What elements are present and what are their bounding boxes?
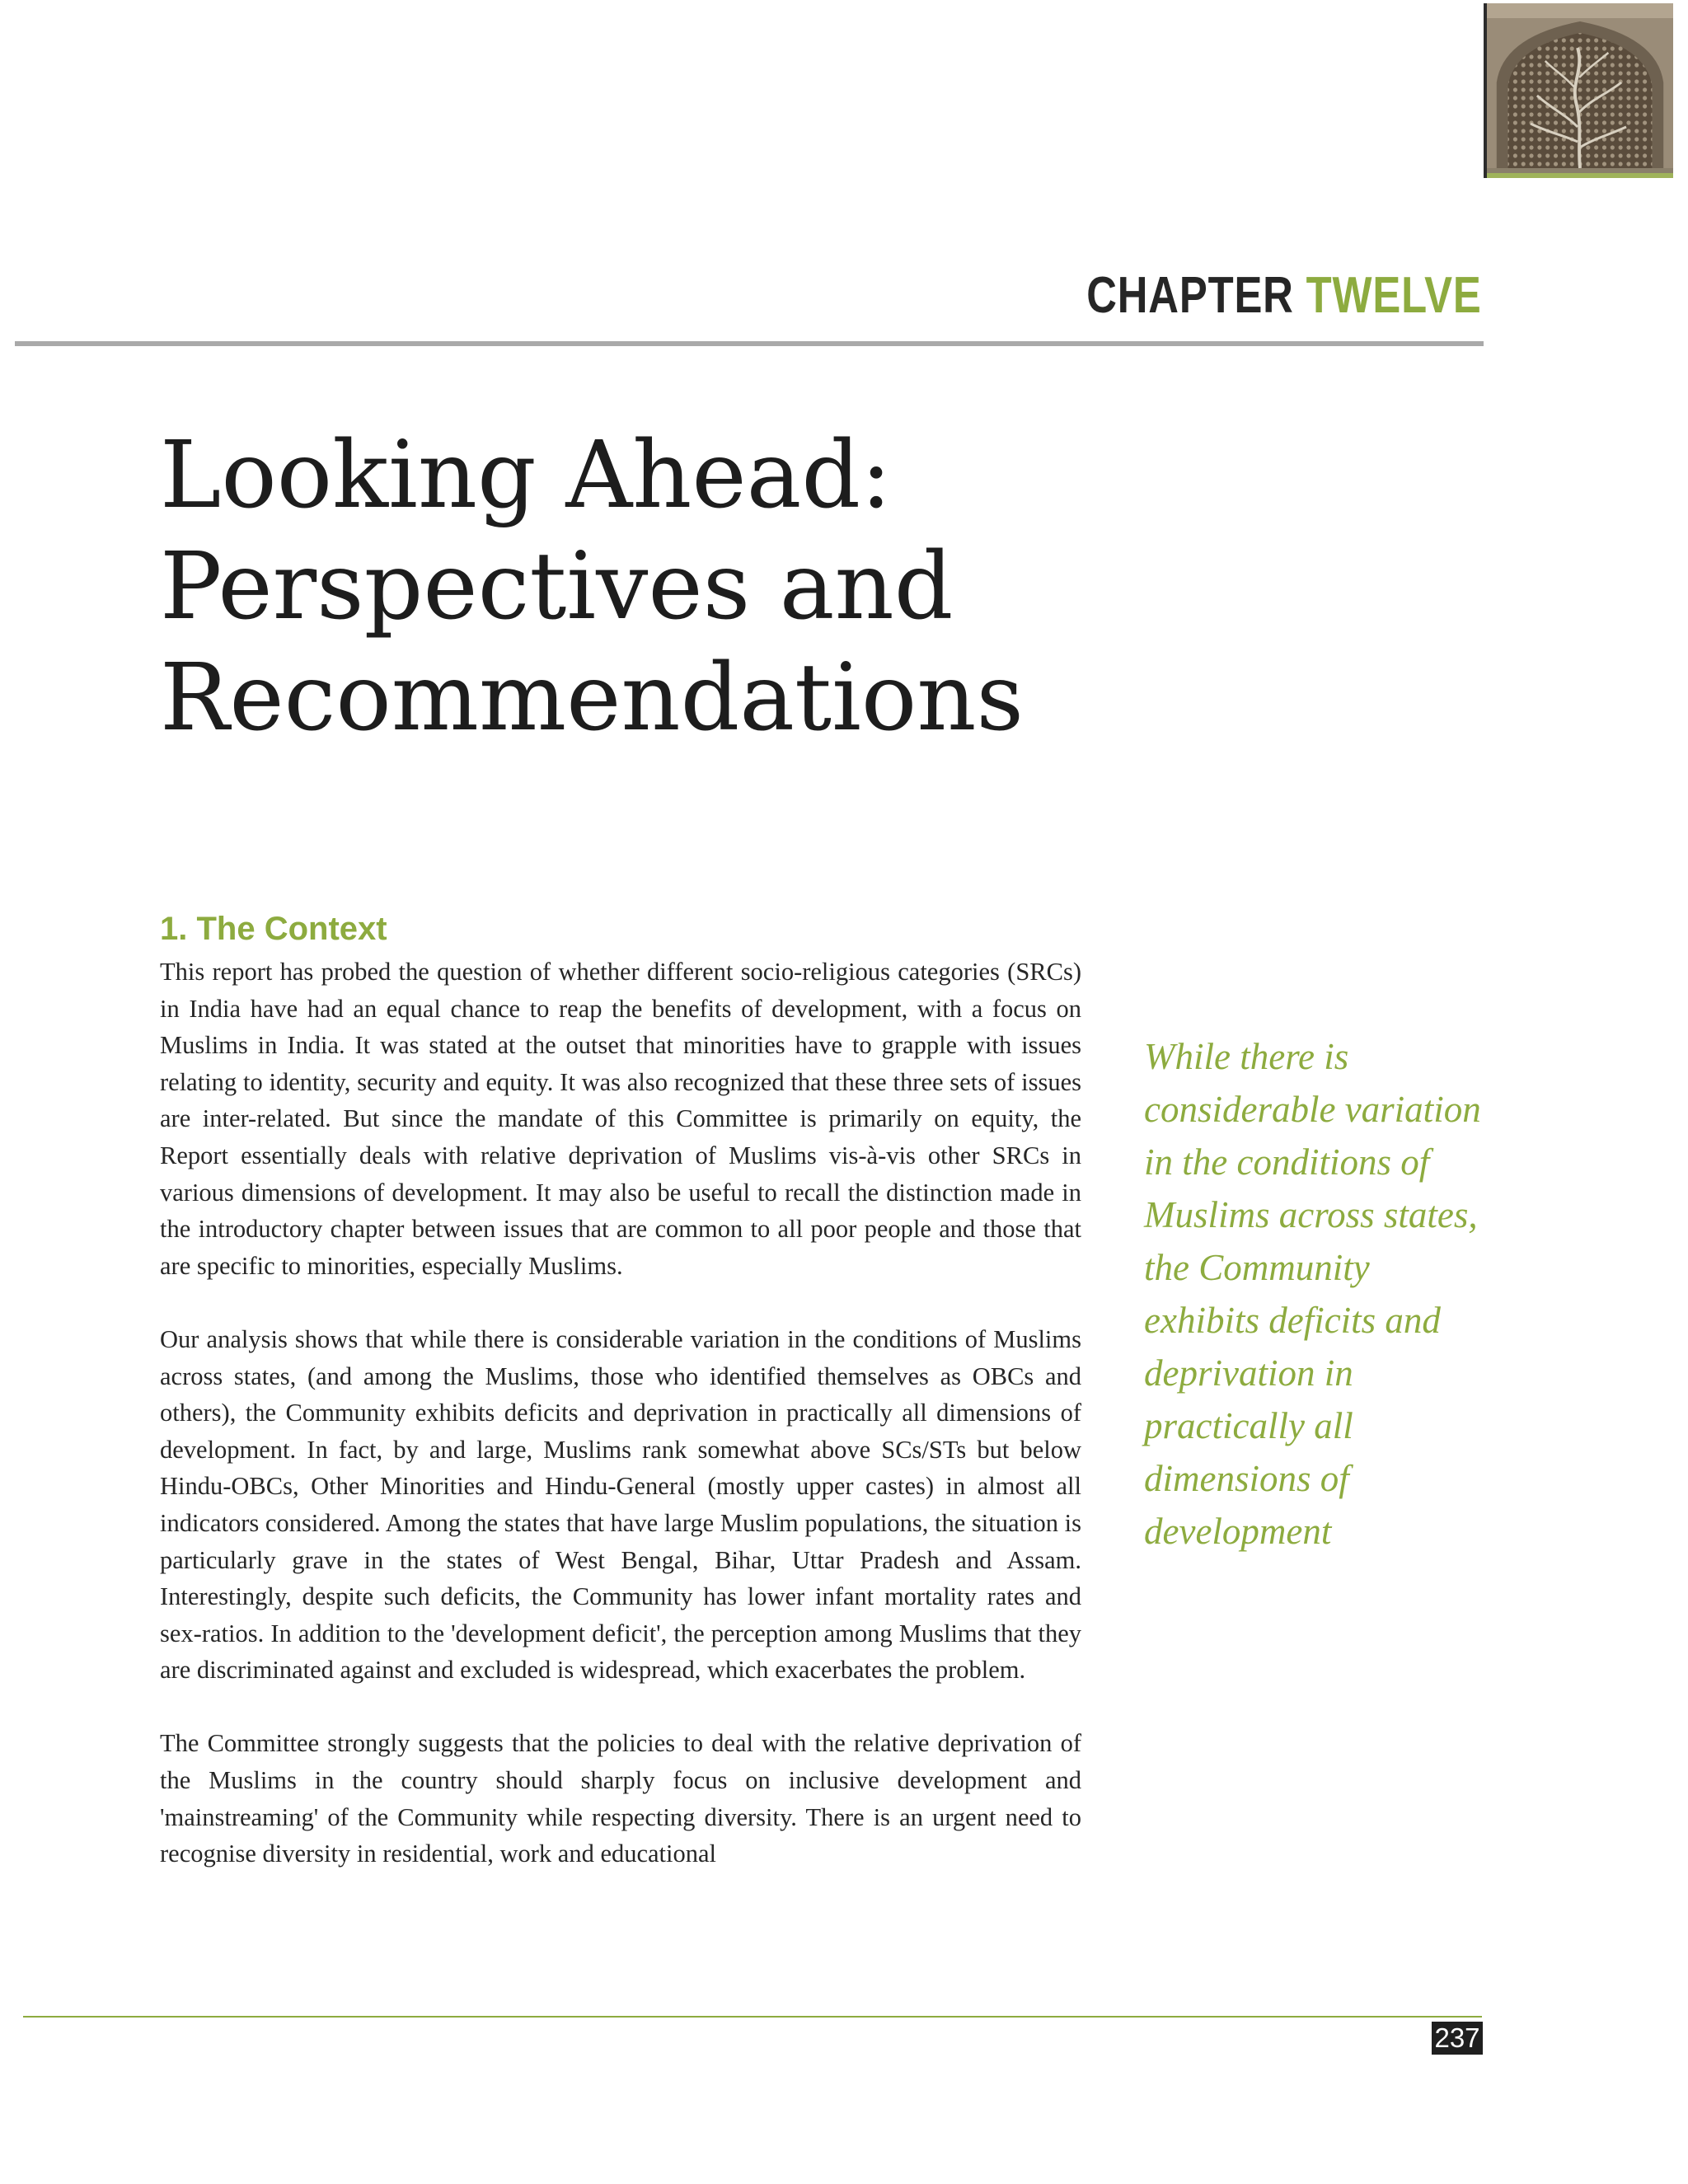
body-paragraph: This report has probed the question of whether different socio-religious categories (SRCs) in India have had an equal chance to reap the benefits of development, with a focus on Muslims in India. It was stated at the outset that minorities have to grapple with issues relating to identity, security and equity. It was also recognized that these three sets of issues are inter-related. But since the mandate of this Committee is primarily on equity, the Report essentially deals with relative deprivation of Muslims vis-à-vis other SRCs in various dimensions of development. It may also be useful to recall the distinction made in the introductory chapter between issues that are common to all poor people and those that are specific to minorities, especially Muslims. <box>160 958 1081 1280</box>
chapter-rule <box>15 341 1484 346</box>
body-paragraph: The Committee strongly suggests that the policies to deal with the relative deprivation of the Muslims in the country should sharply focus on inclusive development and 'mainstreaming' of the Community while respecting diversity. There is an urgent need to recognise diversity in residential, work and educational <box>160 1729 1081 1868</box>
pull-quote: While there is considerable variation in the conditions of Muslims across states, the Community exhibits deficits and deprivation in practically all dimensions of development <box>1144 1036 1481 1552</box>
title-line: Looking Ahead: <box>160 422 892 529</box>
chapter-label <box>1086 267 1482 324</box>
chapter-number: TWELVE <box>1306 267 1482 324</box>
body-paragraph: Our analysis shows that while there is considerable variation in the conditions of Muslims across states, (and among the Muslims, those who identified themselves as OBCs and others), the Community exhibits deficits and deprivation in practically all dimensions of development. In fact, by and large, Muslims rank somewhat above SCs/STs but below Hindu-OBCs, Other Minorities and Hindu-General (mostly upper castes) in almost all indicators considered. Among the states that have large Muslim populations, the situation is particularly grave in the states of West Bengal, Bihar, Uttar Pradesh and Assam. Interestingly, despite such deficits, the Community has lower infant mortality rates and sex-ratios. In addition to the 'development deficit', the perception among Muslims that they are discriminated against and excluded is widespread, which exacerbates the problem. <box>160 1324 1081 1685</box>
jali-window-image <box>1484 3 1673 178</box>
body-text <box>160 954 1081 1909</box>
section-heading: 1. The Context <box>160 911 387 947</box>
page-title <box>160 420 1149 754</box>
page-number: 237 <box>1432 2022 1483 2055</box>
footer-rule <box>23 2016 1482 2018</box>
title-line: Recommendations <box>160 644 1024 752</box>
title-line: Perspectives and <box>160 533 954 640</box>
chapter-word: CHAPTER <box>1086 267 1295 324</box>
